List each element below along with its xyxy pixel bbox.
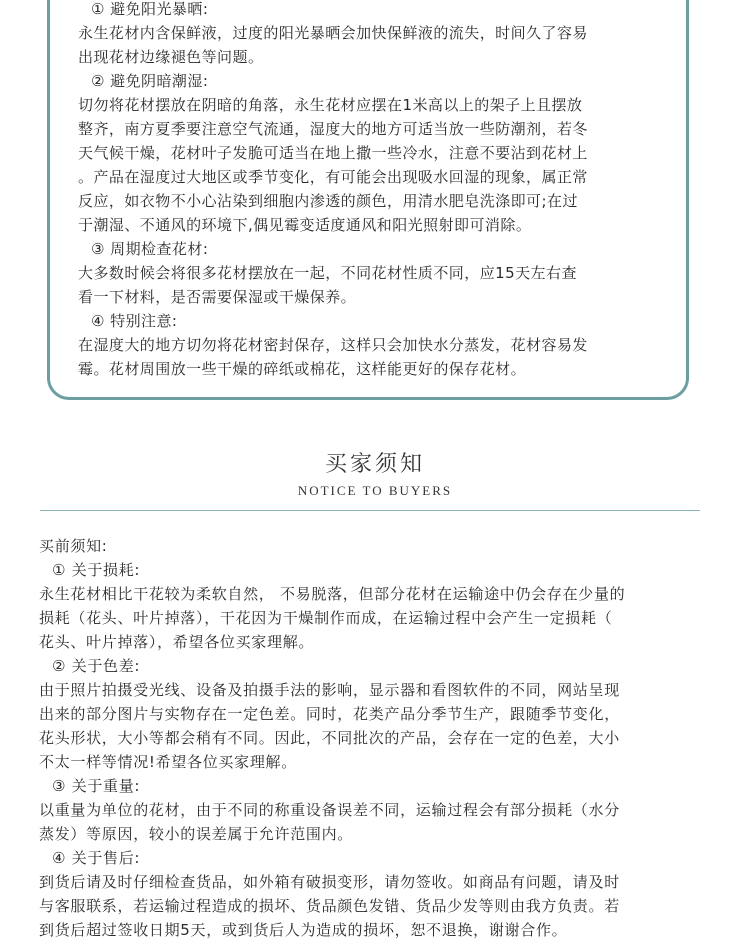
notice-subtitle: NOTICE TO BUYERS	[297, 483, 453, 498]
subheading: ② 避免阴暗潮湿:	[91, 72, 209, 90]
text-line: 看一下材料，是否需要保湿或干燥保养。	[78, 288, 357, 306]
text-line: 与客服联系，若运输过程造成的损坏、货品颜色发错、货品少发等则由我方负责。若	[39, 897, 620, 915]
text-line: 由于照片拍摄受光线、设备及拍摄手法的影响，显示器和看图软件的不同，网站呈现	[39, 681, 620, 699]
text-line: 损耗（花头、叶片掉落），干花因为干燥制作而成，在运输过程中会产生一定损耗（	[39, 609, 613, 627]
text-line: 整齐，南方夏季要注意空气流通，湿度大的地方可适当放一些防潮剂，若冬	[78, 120, 588, 138]
text-line: 到货后请及时仔细检查货品，如外箱有破损变形，请勿签收。如商品有问题，请及时	[39, 873, 620, 891]
subheading: ④ 关于售后:	[52, 849, 141, 867]
subheading: ④ 特别注意:	[91, 312, 178, 330]
text-line: 到货后超过签收日期5天，或到货后人为造成的损坏，恕不退换，谢谢合作。	[39, 921, 568, 939]
notice-text	[39, 534, 719, 942]
text-line: 出来的部分图片与实物存在一定色差。同时，花类产品分季节生产，跟随季节变化，	[39, 705, 620, 723]
notice-title: 买家须知	[324, 452, 425, 477]
text-line: 花头、叶片掉落），希望各位买家理解。	[39, 633, 315, 651]
text-line: 霉。花材周围放一些干燥的碎纸或棉花，这样能更好的保存花材。	[78, 360, 527, 378]
text-line: 以重量为单位的花材，由于不同的称重设备误差不同，运输过程会有部分损耗（水分	[39, 801, 620, 819]
text-line: 花头形状，大小等都会稍有不同。因此，不同批次的产品，会存在一定的色差，大小	[39, 729, 620, 747]
text-line: 于潮湿、不通风的环境下,偶见霉变适度通风和阳光照射即可消除。	[78, 216, 532, 234]
text-line: 买前须知:	[39, 537, 108, 555]
subheading: ③ 关于重量:	[52, 777, 141, 795]
subheading: ① 关于损耗:	[52, 561, 141, 579]
text-line: 切勿将花材摆放在阴暗的角落，永生花材应摆在1米高以上的架子上且摆放	[78, 96, 583, 114]
text-line: 永生花材内含保鲜液，过度的阳光暴晒会加快保鲜液的流失，时间久了容易	[78, 24, 588, 42]
text-line: 大多数时候会将很多花材摆放在一起，不同花材性质不同，应15天左右查	[78, 264, 577, 282]
section-divider	[40, 510, 700, 511]
care-tips-text	[78, 0, 678, 381]
text-line: 永生花材相比干花较为柔软自然， 不易脱落，但部分花材在运输途中仍会存在少量的	[39, 585, 626, 603]
text-line: 天气候干燥，花材叶子发脆可适当在地上撒一些冷水，注意不要沾到花材上	[78, 144, 588, 162]
text-line: 。产品在湿度过大地区或季节变化，有可能会出现吸水回湿的现象，属正常	[78, 168, 588, 186]
subheading: ③ 周期检查花材:	[91, 240, 209, 258]
subheading: ② 关于色差:	[52, 657, 141, 675]
text-line: 出现花材边缘褪色等问题。	[78, 48, 264, 66]
text-line: 反应，如衣物不小心沾染到细胞内渗透的颜色，用清水肥皂洗涤即可;在过	[78, 192, 578, 210]
text-line: 蒸发）等原因，较小的误差属于允许范围内。	[39, 825, 354, 843]
text-line: 在湿度大的地方切勿将花材密封保存，这样只会加快水分蒸发，花材容易发	[78, 336, 588, 354]
text-line: 不太一样等情况!希望各位买家理解。	[39, 753, 297, 771]
subheading: ① 避免阳光暴晒:	[91, 0, 209, 18]
